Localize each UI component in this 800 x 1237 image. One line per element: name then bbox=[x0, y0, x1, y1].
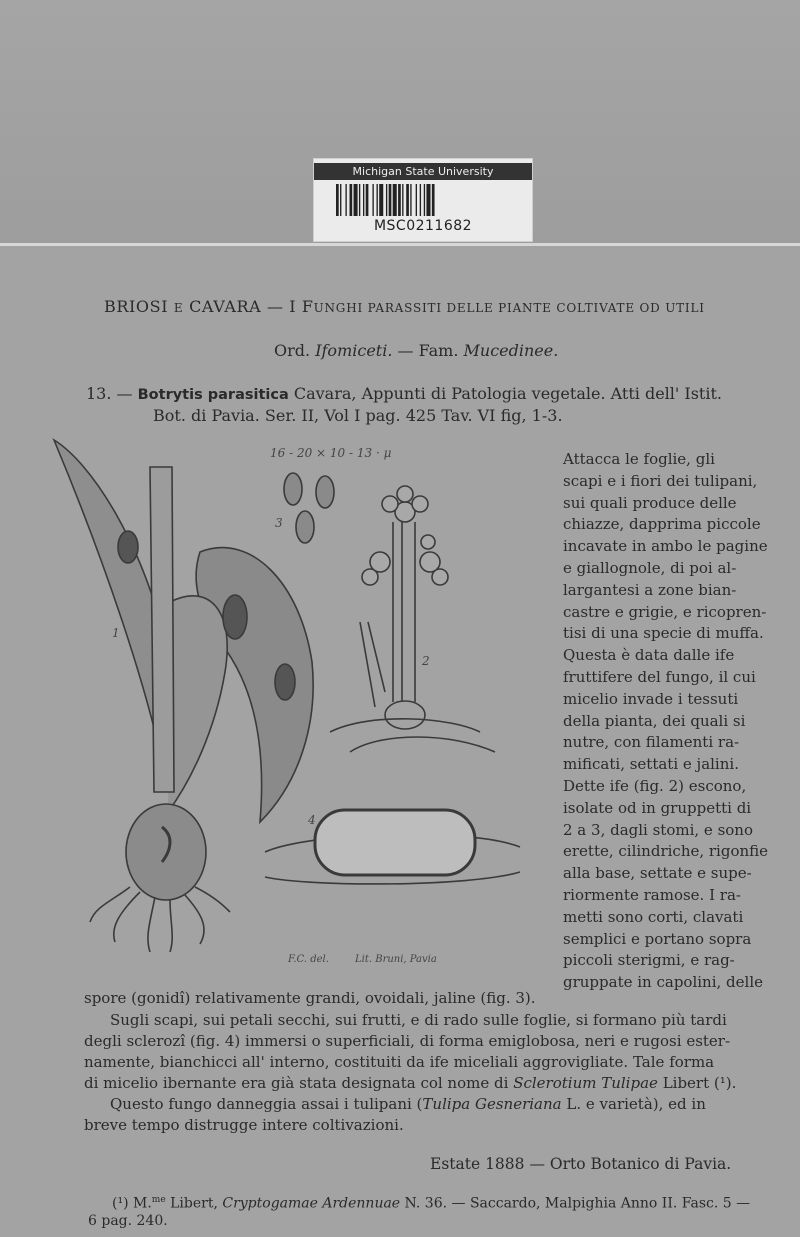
column-line: della pianta, dei quali si bbox=[563, 711, 746, 730]
classification bbox=[274, 340, 558, 361]
tulip-scape bbox=[150, 467, 174, 792]
fam-name: Mucedinee. bbox=[463, 341, 559, 360]
conidial-head bbox=[362, 486, 448, 585]
body-line-6 bbox=[110, 1094, 706, 1115]
body-text: di micelio ibernante era già stata designata col nome di bbox=[84, 1074, 509, 1092]
ord-label: Ord. bbox=[274, 341, 311, 360]
spore bbox=[296, 511, 314, 543]
leaf-spot bbox=[118, 531, 138, 563]
spore bbox=[316, 476, 334, 508]
column-line: fruttifere del fungo, il cui bbox=[563, 668, 756, 686]
scale-label: 16 - 20 × 10 - 13 · μ bbox=[270, 446, 392, 460]
author-conjunction: E bbox=[173, 301, 184, 315]
date-place: Estate 1888 — Orto Botanico di Pavia. bbox=[430, 1155, 732, 1173]
illustration-plate bbox=[50, 432, 570, 972]
tulipa-name: Tulipa Gesneriana bbox=[422, 1095, 562, 1113]
body-line-5 bbox=[84, 1073, 736, 1094]
column-line: e giallognole, di poi al- bbox=[563, 559, 737, 577]
species-number: 13. — bbox=[86, 384, 133, 403]
leaf-spot bbox=[223, 595, 247, 639]
column-line: gruppate in capolini, delle bbox=[563, 973, 763, 992]
header-dash: — bbox=[266, 297, 284, 316]
column-line: mificati, settati e jalini. bbox=[563, 755, 739, 774]
fam-label: — Fam. bbox=[397, 341, 459, 360]
column-line: sui quali produce delle bbox=[563, 493, 737, 512]
footnote-marker: (¹) M. bbox=[112, 1195, 152, 1212]
footnote-text: N. 36. — Saccardo, Malpighia Anno II. Fasc. 5 — bbox=[404, 1195, 751, 1212]
conidiophore-base bbox=[385, 701, 425, 729]
column-line: Dette ife (fig. 2) escono, bbox=[563, 777, 747, 795]
lithographer-signature: Lit. Bruni, Pavia bbox=[355, 954, 437, 965]
host-tissue bbox=[330, 622, 495, 752]
conidiophore-stalk bbox=[393, 522, 415, 702]
footnote-title: Cryptogamae Ardennuae bbox=[222, 1195, 401, 1212]
author-briosi: BRIOSI bbox=[104, 297, 169, 316]
fig-1-label: 1 bbox=[112, 626, 120, 640]
column-line: tisi di una specie di muffa. bbox=[563, 624, 764, 643]
footnote-sup: me bbox=[151, 1195, 166, 1205]
sclerotium bbox=[315, 810, 475, 875]
series-initial: I F bbox=[289, 297, 314, 316]
series-title: UNGHI PARASSITI DELLE PIANTE COLTIVATE OD UTILI bbox=[313, 301, 705, 315]
column-line: erette, cilindriche, rigonfie bbox=[563, 842, 769, 861]
column-line: semplici e portano sopra bbox=[563, 929, 752, 948]
body-text: Libert (¹). bbox=[662, 1074, 737, 1092]
page-header bbox=[104, 296, 705, 319]
specimen-code: MSC0211682 bbox=[373, 218, 473, 234]
footnote-line-1 bbox=[112, 1190, 750, 1215]
column-line: alla base, settate e supe- bbox=[563, 864, 752, 883]
column-line: metti sono corti, clavati bbox=[563, 907, 744, 926]
column-line: nutre, con filamenti ra- bbox=[563, 733, 740, 752]
column-line: scapi e i fiori dei tulipani, bbox=[563, 471, 758, 490]
herbarium-barcode-label bbox=[313, 158, 533, 242]
sclerotium-name: Sclerotium Tulipae bbox=[513, 1074, 658, 1092]
column-line: Questa è data dalle ife bbox=[563, 646, 735, 665]
column-line: micelio invade i tessuti bbox=[563, 689, 739, 708]
column-line: piccoli sterigmi, e rag- bbox=[563, 951, 735, 970]
fig-3-label: 3 bbox=[275, 516, 283, 530]
body-text: Questo fungo danneggia assai i tulipani ( bbox=[110, 1095, 423, 1113]
tulip-bulb bbox=[126, 804, 206, 900]
body-line-2: Sugli scapi, sui petali secchi, sui frutti, e di rado sulle foglie, si formano più tardi bbox=[110, 1011, 727, 1029]
leaf-spot bbox=[275, 664, 295, 700]
tulip-leaf-front bbox=[168, 596, 227, 812]
column-line: 2 a 3, dagli stomi, e sono bbox=[563, 820, 753, 839]
column-line: chiazze, dapprima piccole bbox=[563, 515, 761, 534]
column-line: Attacca le foglie, gli bbox=[563, 450, 715, 468]
fig-4-label: 4 bbox=[308, 813, 316, 827]
column-line: largantesi a zone bian- bbox=[563, 580, 737, 599]
citation-line-2: Bot. di Pavia. Ser. II, Vol I pag. 425 Tav. VI fig, 1-3. bbox=[153, 406, 563, 425]
fig-2-label: 2 bbox=[422, 654, 430, 668]
column-line: isolate od in gruppetti di bbox=[563, 798, 752, 817]
species-name: Botrytis parasitica bbox=[137, 387, 289, 403]
author-cavara: CAVARA bbox=[189, 297, 262, 316]
footnote-text: Libert, bbox=[170, 1195, 218, 1212]
body-line-7: breve tempo distrugge intere coltivazioni. bbox=[84, 1116, 404, 1134]
citation-line-1: Cavara, Appunti di Patologia vegetale. Atti dell' Istit. bbox=[293, 384, 722, 403]
body-text: L. e varietà), ed in bbox=[566, 1095, 706, 1113]
body-line-1: spore (gonidî) relativamente grandi, ovoidali, jaline (fig. 3). bbox=[84, 989, 536, 1007]
column-line: riormente ramose. I ra- bbox=[563, 886, 741, 904]
body-line-4: namente, bianchicci all' interno, costituiti da ife miceliali aggrovigliate. Tale forma bbox=[84, 1053, 715, 1071]
species-heading bbox=[86, 383, 722, 406]
body-line-3: degli sclerozî (fig. 4) immersi o superficiali, di forma emiglobosa, neri e rugosi ester- bbox=[84, 1032, 731, 1050]
column-line: castre e grigie, e ricopren- bbox=[563, 602, 767, 621]
sheet-edge bbox=[0, 243, 800, 246]
barcode bbox=[336, 184, 510, 216]
institution-name: Michigan State University bbox=[314, 163, 532, 180]
footnote-line-2: 6 pag. 240. bbox=[88, 1213, 168, 1229]
artist-signature: F.C. del. bbox=[288, 954, 329, 965]
spore bbox=[284, 473, 302, 505]
column-line: incavate in ambo le pagine bbox=[563, 537, 768, 556]
ord-name: Ifomiceti. bbox=[315, 341, 393, 360]
